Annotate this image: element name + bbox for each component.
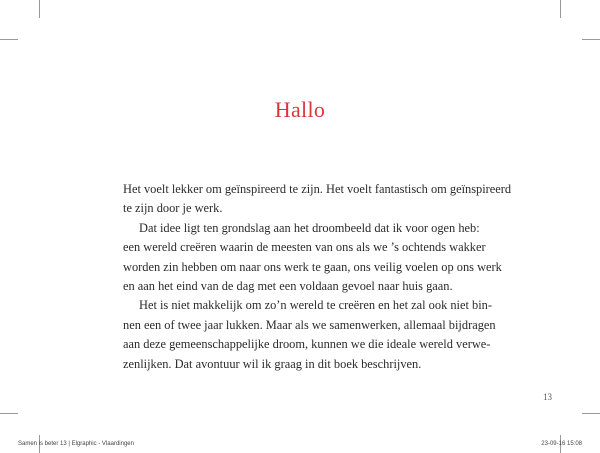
text-line: Het is niet makkelijk om zo’n wereld te creëren en het zal ook niet bin- [139,298,492,313]
crop-mark-top-right-h [582,39,600,40]
text-line: een wereld creëren waarin de meesten van ons als we ’s ochtends wakker [123,240,486,255]
print-slug-right: 23-09-16 15:08 [541,441,582,447]
crop-mark-top-left [39,0,40,18]
text-line: en aan het eind van de dag met een voldaan gevoel naar huis gaan. [123,278,453,293]
print-slug-left: Samen is beter 13 | Elgraphic - Vlaardingen [18,441,134,447]
body-text [123,180,512,374]
chapter-title: Hallo [274,97,326,122]
text-line: aan deze gemeenschappelijke droom, kunnen we die ideale wereld verwe- [123,337,491,352]
crop-mark-top-left-h [0,39,18,40]
crop-mark-bottom-right-h [582,413,600,414]
crop-mark-top-right [560,0,561,18]
text-line: zenlijken. Dat avontuur wil ik graag in dit boek beschrijven. [123,356,422,371]
text-line: te zijn door je werk. [123,201,223,216]
crop-mark-bottom-left-h [0,413,18,414]
text-line: nen een of twee jaar lukken. Maar als we samenwerken, allemaal bijdragen [123,317,496,332]
page-number: 13 [543,392,552,402]
text-line: Het voelt lekker om geïnspireerd te zijn. Het voelt fantastisch om geïnspireerd [123,182,512,196]
text-line: Dat idee ligt ten grondslag aan het droombeeld dat ik voor ogen heb: [139,220,480,235]
text-line: worden zin hebben om naar ons werk te gaan, ons veilig voelen op ons werk [123,259,502,274]
